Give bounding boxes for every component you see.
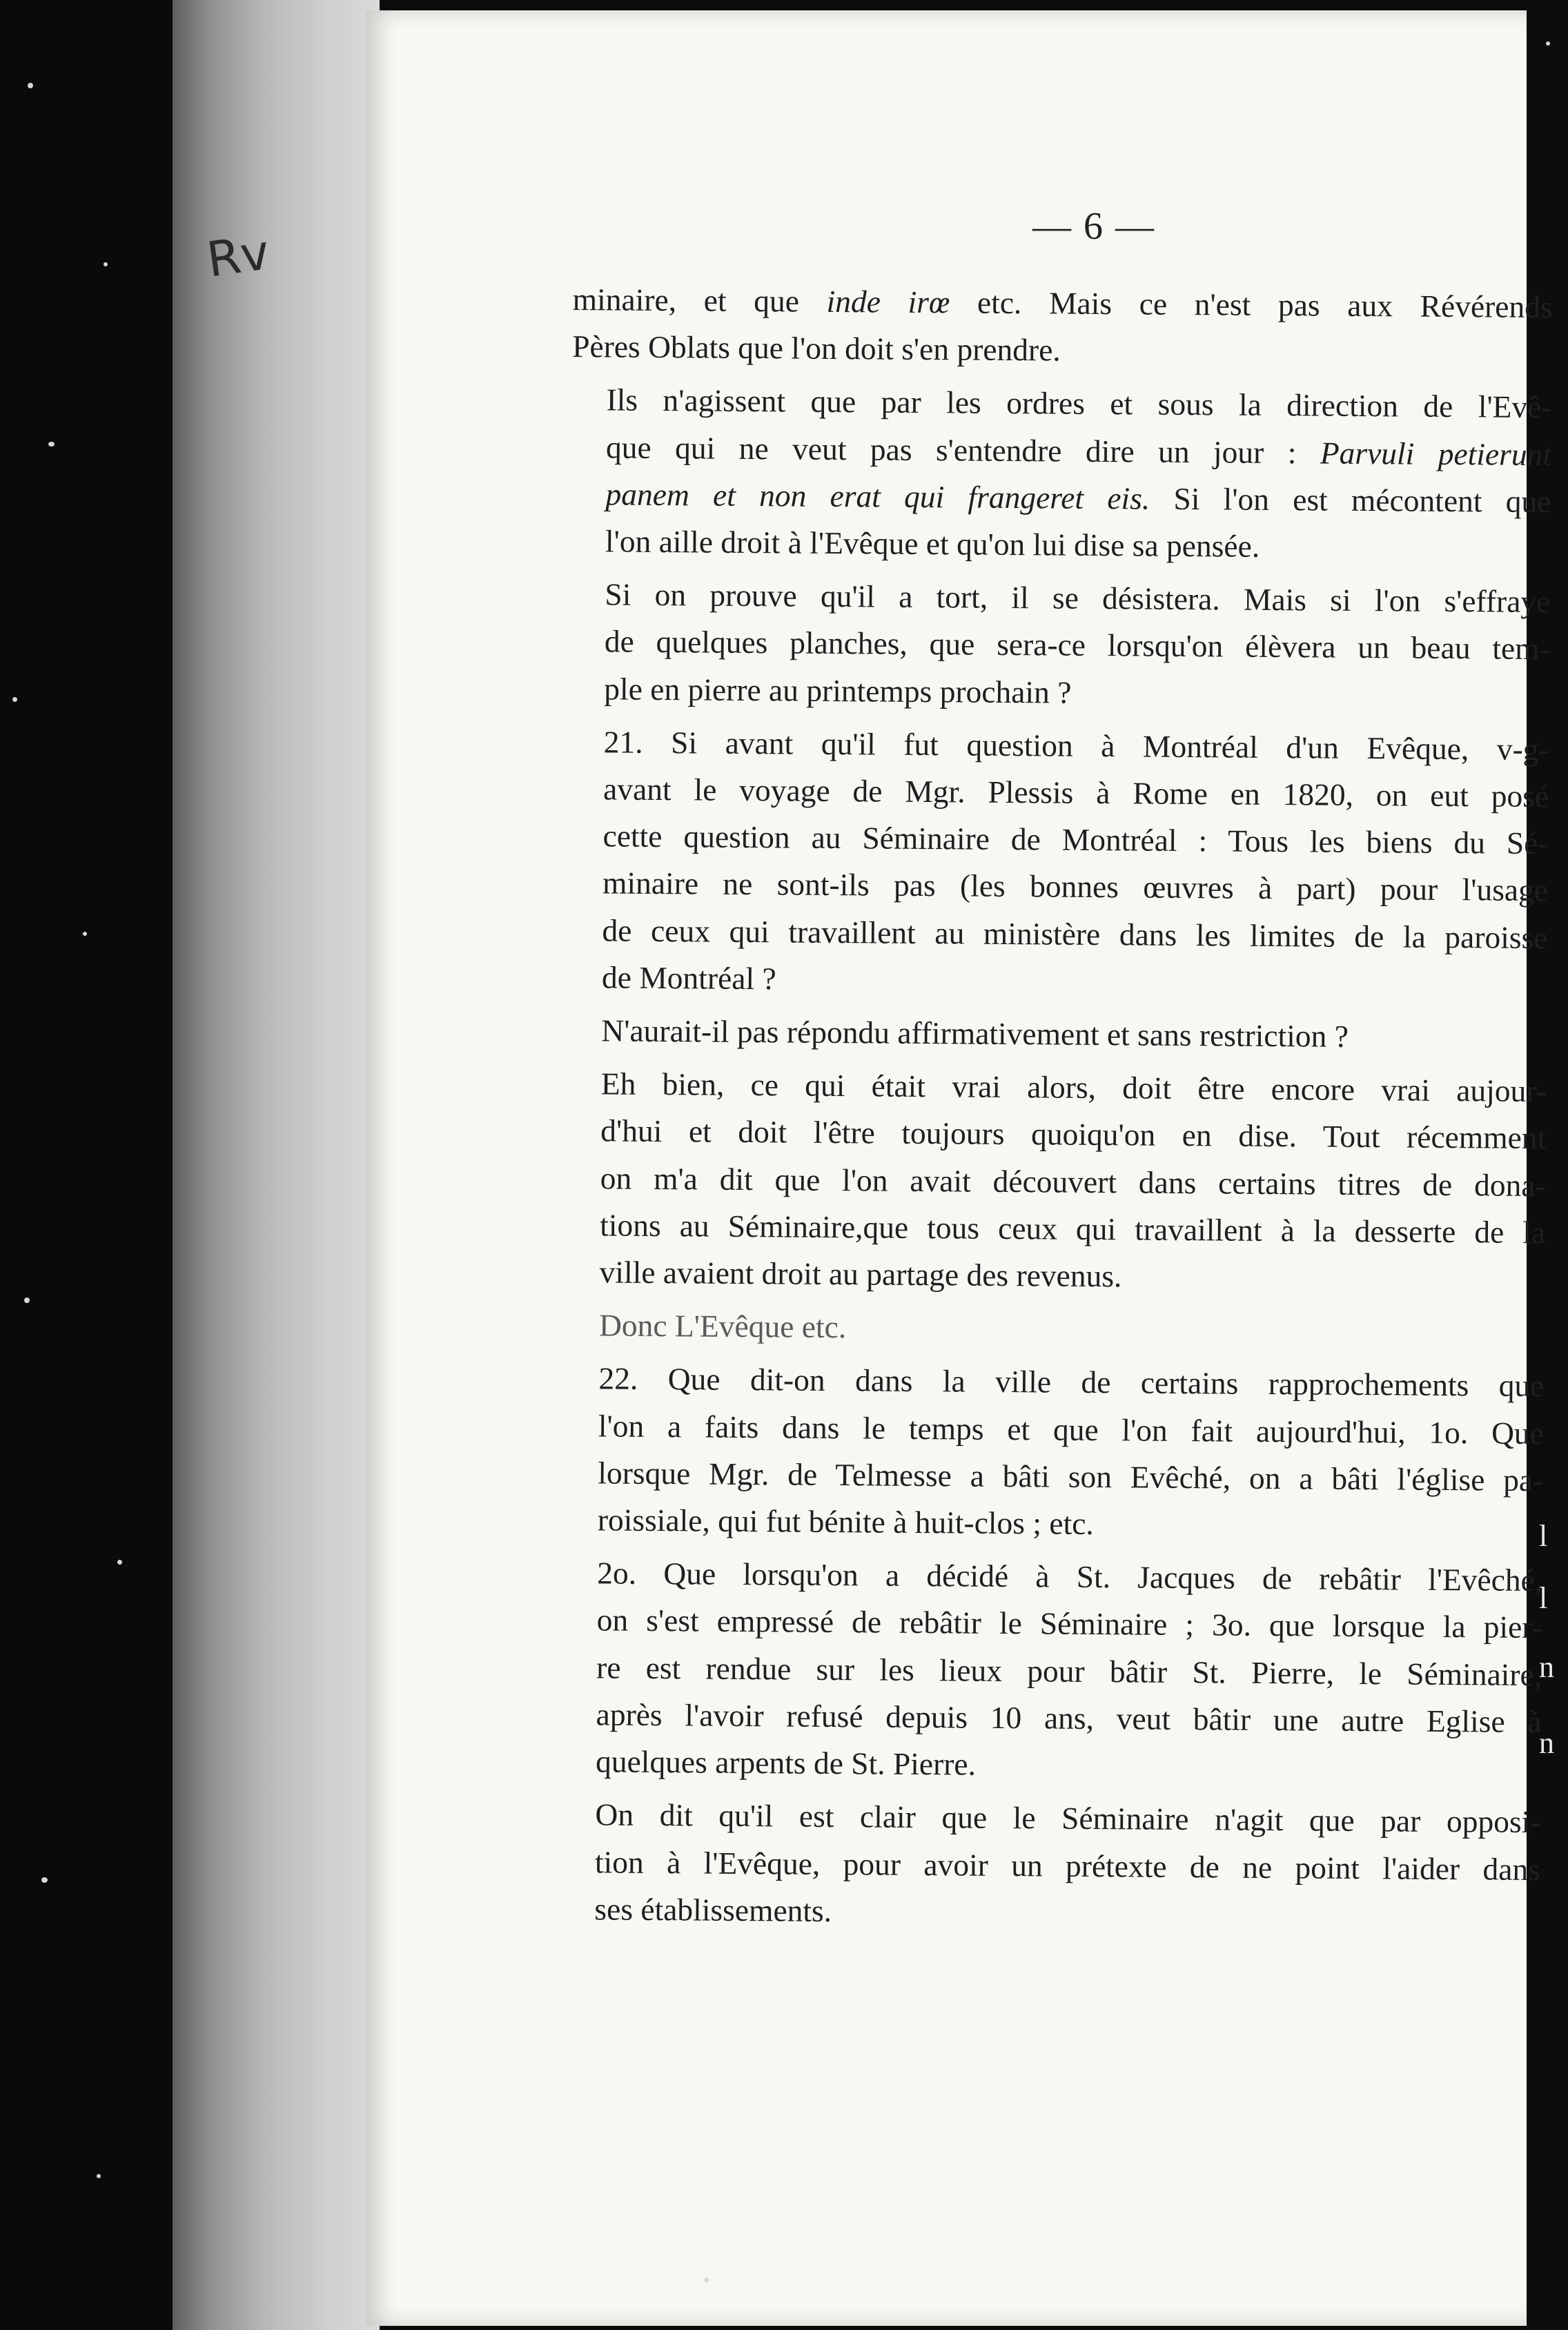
scan-speck: [117, 1560, 122, 1565]
paragraph: [565, 1060, 1547, 1303]
text-line: cette question au Séminaire de Montréal : Tous les biens du Sé-: [602, 818, 1549, 861]
book-binding-gutter: [173, 0, 380, 2330]
text-line: tion à l'Evêque, pour avoir un prétexte de ne point l'aider dans: [594, 1843, 1541, 1887]
text-line: On dit qu'il est clair que le Séminaire n'agit que par opposi-: [595, 1797, 1541, 1840]
text-line: on m'a dit que l'on avait découvert dans certains titres de dona-: [600, 1160, 1546, 1203]
text-line: l'on a faits dans le temps et que l'on fait aujourd'hui, 1o. Que: [598, 1408, 1545, 1451]
text-line: minaire, et que inde irœ etc. Mais ce n'est pas aux Révérends: [572, 281, 1553, 325]
paragraph: [572, 276, 1553, 378]
text-line: Eh bien, ce qui était vrai alors, doit être encore vrai aujour-: [600, 1066, 1547, 1109]
scan-speck: [1546, 41, 1550, 46]
text-line: 21. Si avant qu'il fut question à Montréal d'un Evêque, v-g-: [603, 724, 1549, 767]
latin-phrase: Parvuli petierunt: [1320, 435, 1552, 472]
paragraph: [571, 376, 1552, 572]
text-line: re est rendue sur les lieux pour bâtir St. Pierre, le Séminaire,: [596, 1649, 1542, 1692]
paragraph: [560, 1791, 1541, 1940]
text-line: ple en pierre au printemps prochain ?: [604, 671, 1072, 710]
text-line: quelques arpents de St. Pierre.: [595, 1743, 977, 1782]
text-line: Donc L'Evêque etc.: [598, 1307, 847, 1345]
adjacent-page-fragment: l: [1539, 1581, 1548, 1615]
paragraph: [563, 1355, 1545, 1551]
text-line: Ils n'agissent que par les ordres et sous la direction de l'Evê-: [606, 382, 1552, 425]
text-line: de Montréal ?: [601, 959, 776, 997]
text-line: 22. Que dit-on dans la ville de certains rapprochements que: [598, 1360, 1545, 1404]
scan-speck: [704, 2278, 709, 2282]
scan-speck: [104, 262, 108, 266]
text-line: on s'est empressé de rebâtir le Séminaire ; 3o. que lorsque la pier-: [596, 1602, 1542, 1645]
text-line: tions au Séminaire,que tous ceux qui travaillent à la desserte de la: [600, 1207, 1546, 1250]
text-line: que qui ne veut pas s'entendre dire un jour : Parvuli petierunt: [605, 429, 1552, 472]
text-line: après l'avoir refusé depuis 10 ans, veut bâtir une autre Eglise à: [596, 1696, 1542, 1739]
scan-speck: [41, 1877, 48, 1883]
body-text: [560, 276, 1553, 1946]
text-line: roissiale, qui fut bénite à huit-clos ; etc.: [597, 1502, 1094, 1542]
paragraph: [561, 1549, 1543, 1792]
adjacent-page-fragment: l: [1539, 1519, 1548, 1553]
text-line: lorsque Mgr. de Telmesse a bâti son Evêché, on a bâti l'église pa-: [598, 1455, 1544, 1498]
text-line: avant le voyage de Mgr. Plessis à Rome en 1820, on eut posé: [602, 771, 1549, 814]
text-line: Si on prouve qu'il a tort, il se désistera. Mais si l'on s'effraye: [605, 576, 1551, 620]
handwritten-margin-mark: Rv: [203, 224, 273, 288]
page-number: — 6 —: [1032, 205, 1155, 248]
scan-speck: [97, 2174, 101, 2178]
latin-phrase: inde irœ: [826, 283, 950, 320]
text-line: d'hui et doit l'être toujours quoiqu'on en dise. Tout récemment: [600, 1113, 1547, 1156]
text-line: Pères Oblats que l'on doit s'en prendre.: [572, 329, 1061, 368]
text-line: de quelques planches, que sera-ce lorsqu'on élèvera un beau tem-: [604, 623, 1551, 667]
text-line: de ceux qui travaillent au ministère dans les limites de la paroisse: [602, 912, 1548, 955]
paragraph: [567, 718, 1549, 1008]
scan-speck: [12, 697, 17, 702]
paragraph: [567, 1007, 1547, 1061]
paragraph: [565, 1302, 1545, 1356]
text-line: ses établissements.: [594, 1891, 832, 1928]
scan-speck: [48, 442, 55, 447]
paragraph: [569, 571, 1551, 720]
adjacent-page-fragment: n: [1539, 1650, 1554, 1684]
scan-speck: [28, 83, 33, 88]
text-line: panem et non erat qui frangeret eis. Si l'on est mécontent que: [605, 476, 1551, 519]
text-line: ville avaient droit au partage des revenus.: [599, 1254, 1122, 1294]
text-line: 2o. Que lorsqu'on a décidé à St. Jacques de rebâtir l'Evêché,: [597, 1555, 1543, 1598]
adjacent-page-fragment: n: [1539, 1726, 1554, 1760]
text-line: minaire ne sont-ils pas (les bonnes œuvres à part) pour l'usage: [602, 865, 1549, 908]
text-line: N'aurait-il pas répondu affirmativement et sans restriction ?: [601, 1012, 1349, 1054]
latin-phrase: panem et non erat qui frangeret eis.: [605, 476, 1150, 516]
scan-speck: [83, 932, 87, 936]
scan-speck: [24, 1298, 30, 1303]
text-line: l'on aille droit à l'Evêque et qu'on lui dise sa pensée.: [605, 523, 1260, 564]
scan-left-border: [0, 0, 173, 2330]
